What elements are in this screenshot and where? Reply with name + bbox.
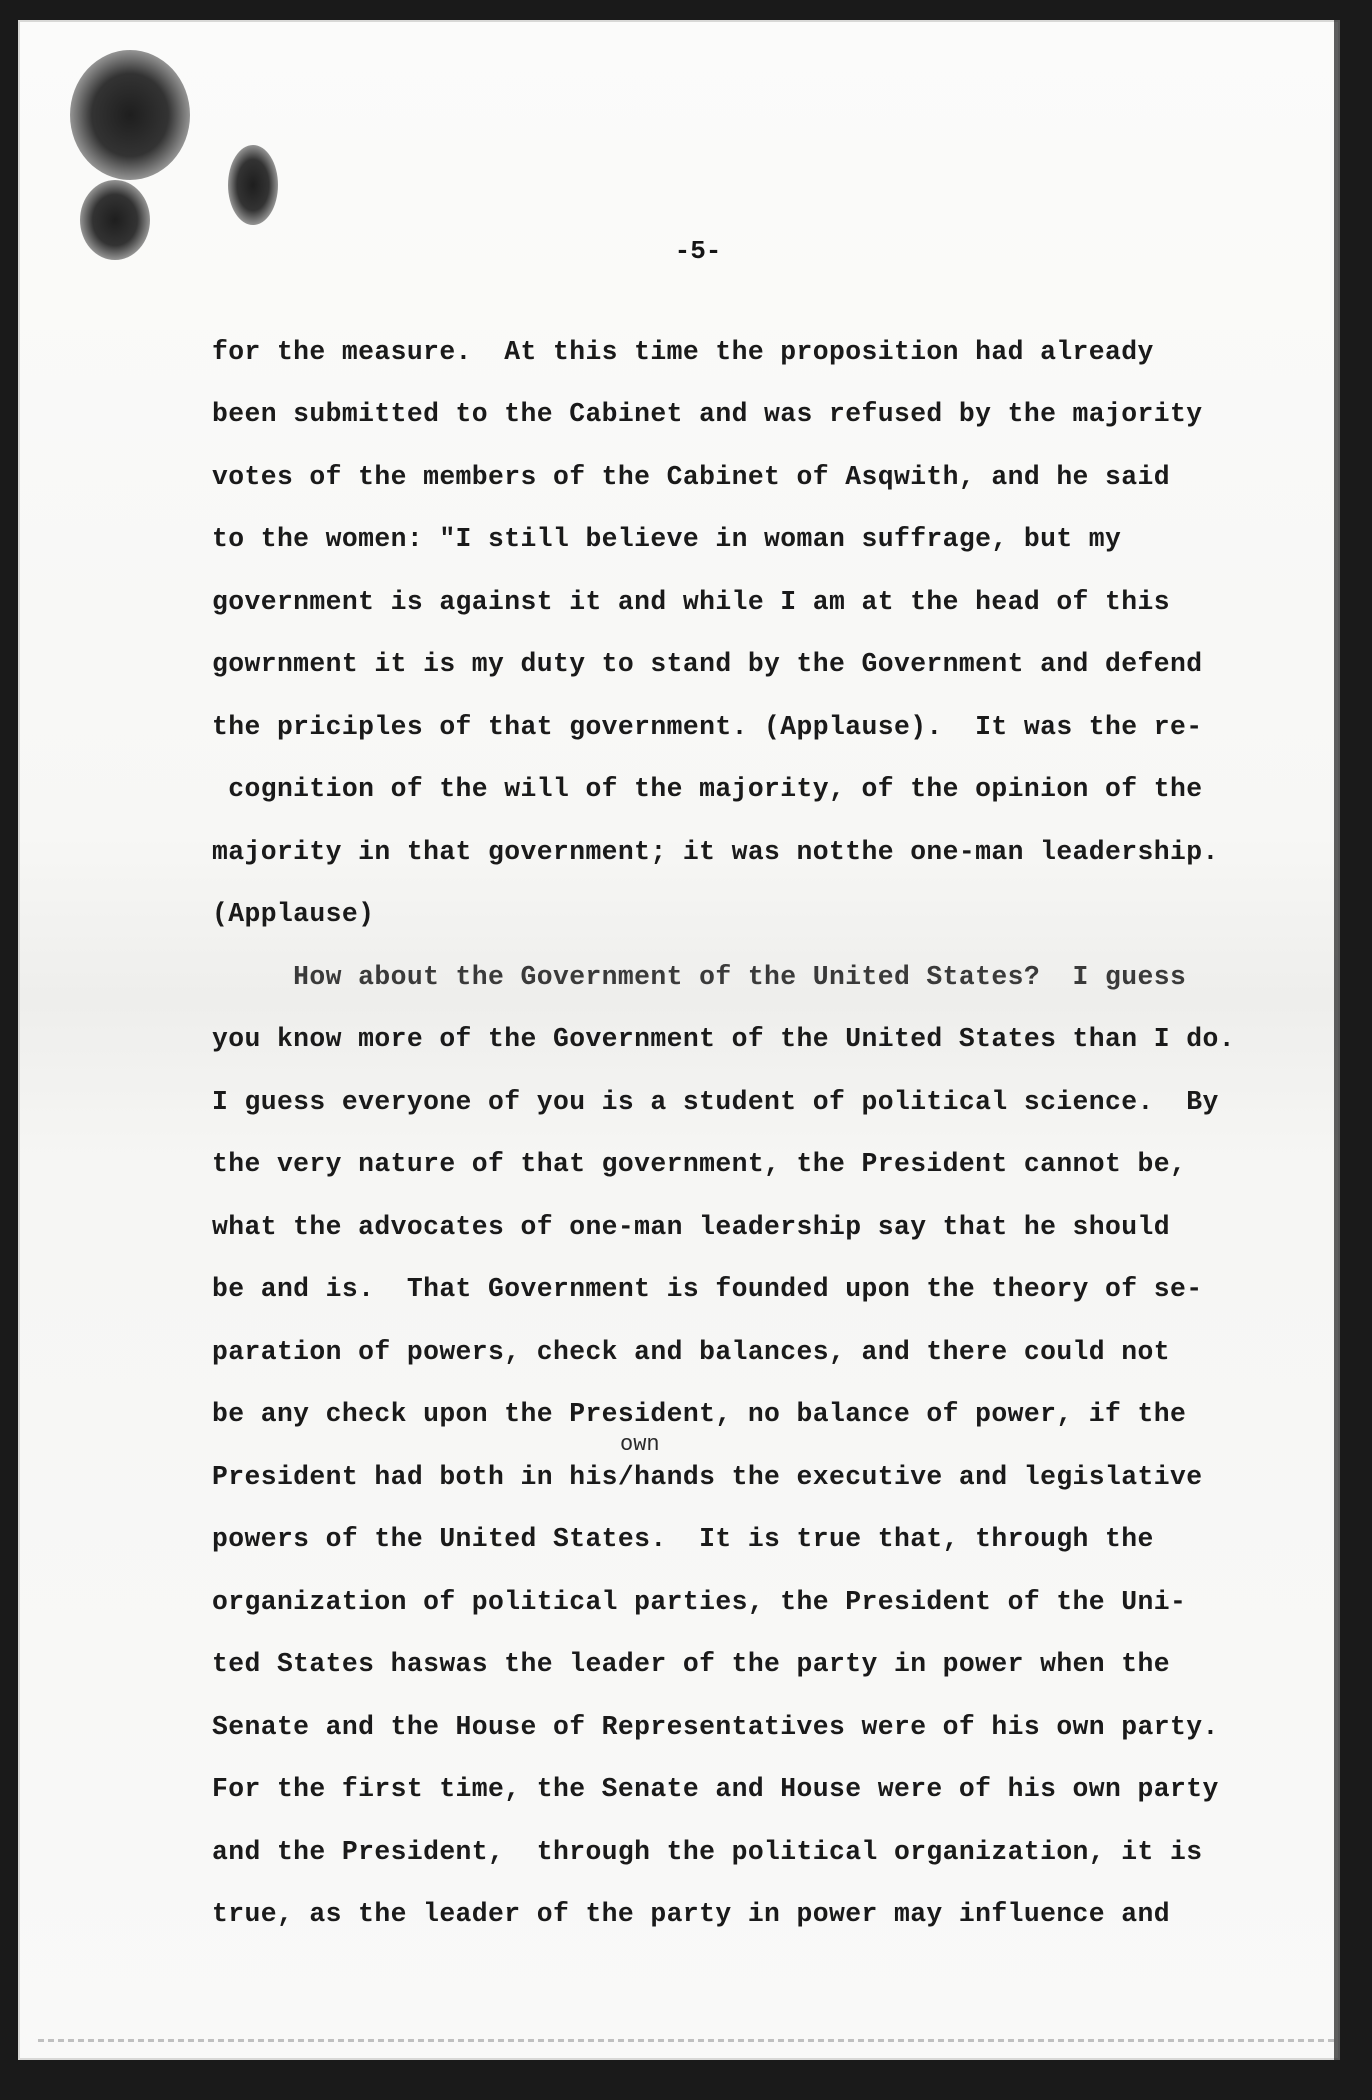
text-line: what the advocates of one-man leadership say that he should	[212, 1212, 1170, 1242]
text-line: (Applause)	[212, 899, 375, 929]
text-line: powers of the United States. It is true that, through the	[212, 1524, 1154, 1554]
text-line: be and is. That Government is founded upon the theory of se-	[212, 1274, 1203, 1304]
paper-bottom-edge	[38, 2039, 1338, 2042]
text-line: gowrnment it is my duty to stand by the Government and defend	[212, 649, 1203, 679]
text-line: and the President, through the political organization, it is	[212, 1837, 1203, 1867]
text-line: for the measure. At this time the proposition had already	[212, 337, 1154, 367]
text-line: How about the Government of the United States? I guess	[212, 962, 1187, 992]
text-line: paration of powers, check and balances, and there could not	[212, 1337, 1170, 1367]
text-line: been submitted to the Cabinet and was refused by the majority	[212, 399, 1203, 429]
text-line: be any check upon the President, no balance of power, if the	[212, 1399, 1187, 1429]
text-line: to the women: "I still believe in woman suffrage, but my	[212, 524, 1122, 554]
text-line: I guess everyone of you is a student of political science. By	[212, 1087, 1219, 1117]
text-line: ted States haswas the leader of the party in power when the	[212, 1649, 1170, 1679]
text-line: you know more of the Government of the United States than I do.	[212, 1024, 1235, 1054]
paper-edge-shadow	[1334, 20, 1340, 2060]
text-line: government is against it and while I am at the head of this	[212, 587, 1170, 617]
text-line: For the first time, the Senate and House were of his own party	[212, 1774, 1219, 1804]
page-number: -5-	[674, 236, 722, 266]
text-line: cognition of the will of the majority, of the opinion of the	[212, 774, 1203, 804]
text-line: majority in that government; it was notthe one-man leadership.	[212, 837, 1219, 867]
text-line: the very nature of that government, the President cannot be,	[212, 1149, 1187, 1179]
text-line: organization of political parties, the President of the Uni-	[212, 1587, 1187, 1617]
text-line: Senate and the House of Representatives were of his own party.	[212, 1712, 1219, 1742]
text-line: President had both in his/hands the executive and legislative	[212, 1462, 1203, 1492]
text-line: votes of the members of the Cabinet of Asqwith, and he said	[212, 462, 1170, 492]
ink-blot	[70, 50, 190, 180]
text-line: true, as the leader of the party in power may influence and	[212, 1899, 1170, 1929]
interlinear-insertion: own	[620, 1432, 660, 1457]
text-line: the priciples of that government. (Applause). It was the re-	[212, 712, 1203, 742]
ink-blot	[228, 145, 278, 225]
